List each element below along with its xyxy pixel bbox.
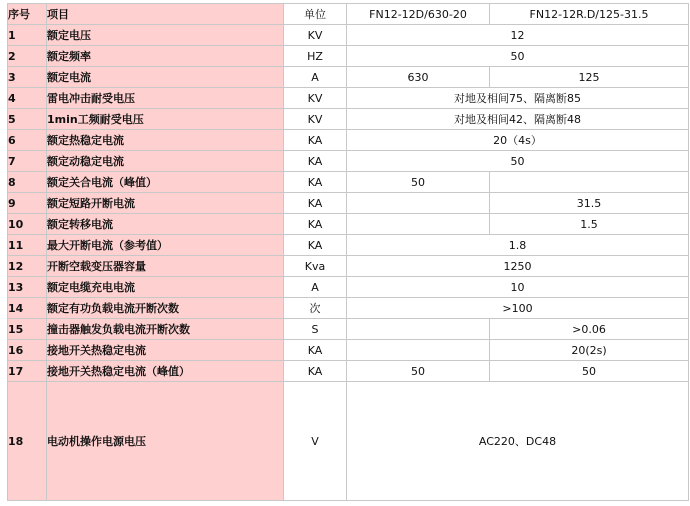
row-item: 额定动稳定电流 xyxy=(47,151,284,172)
row-item: 额定有功负载电流开断次数 xyxy=(47,298,284,319)
row-unit: A xyxy=(284,67,347,88)
header-item: 项目 xyxy=(47,4,284,25)
row-item: 开断空载变压器容量 xyxy=(47,256,284,277)
row-item: 额定转移电流 xyxy=(47,214,284,235)
row-number: 11 xyxy=(8,235,47,256)
row-value-b: 20(2s) xyxy=(490,340,689,361)
row-unit: Kva xyxy=(284,256,347,277)
row-value-b: 50 xyxy=(490,361,689,382)
row-unit: KA xyxy=(284,193,347,214)
row-item: 额定电流 xyxy=(47,67,284,88)
row-item: 额定关合电流（峰值） xyxy=(47,172,284,193)
row-number: 5 xyxy=(8,109,47,130)
row-unit: KA xyxy=(284,172,347,193)
row-item: 接地开关热稳定电流（峰值） xyxy=(47,361,284,382)
table-row xyxy=(8,172,689,193)
row-value: 1.8 xyxy=(347,235,689,256)
header-unit: 单位 xyxy=(284,4,347,25)
row-item: 接地开关热稳定电流 xyxy=(47,340,284,361)
table-row xyxy=(8,25,689,46)
table-row xyxy=(8,151,689,172)
row-value: AC220、DC48 xyxy=(347,382,689,501)
header-model-a: FN12-12D/630-20 xyxy=(347,4,490,25)
row-unit: KA xyxy=(284,130,347,151)
spec-table xyxy=(7,3,689,501)
row-unit: KV xyxy=(284,88,347,109)
row-value-a xyxy=(347,193,490,214)
row-number: 13 xyxy=(8,277,47,298)
row-item: 额定频率 xyxy=(47,46,284,67)
row-unit: S xyxy=(284,319,347,340)
row-item: 额定电缆充电电流 xyxy=(47,277,284,298)
row-item: 1min工频耐受电压 xyxy=(47,109,284,130)
row-unit: 次 xyxy=(284,298,347,319)
row-number: 3 xyxy=(8,67,47,88)
row-value-b: 125 xyxy=(490,67,689,88)
row-value: 50 xyxy=(347,46,689,67)
row-value: >100 xyxy=(347,298,689,319)
row-unit: KA xyxy=(284,214,347,235)
row-value: 1250 xyxy=(347,256,689,277)
row-unit: V xyxy=(284,382,347,501)
header-model-b: FN12-12R.D/125-31.5 xyxy=(490,4,689,25)
table-row xyxy=(8,382,689,501)
row-value-a xyxy=(347,340,490,361)
row-value: 对地及相间75、隔离断85 xyxy=(347,88,689,109)
row-value-b: 31.5 xyxy=(490,193,689,214)
row-value-a: 50 xyxy=(347,361,490,382)
row-unit: KA xyxy=(284,340,347,361)
row-value-a xyxy=(347,319,490,340)
table-row xyxy=(8,130,689,151)
table-row xyxy=(8,235,689,256)
row-value-a: 50 xyxy=(347,172,490,193)
row-unit: KA xyxy=(284,235,347,256)
table-row xyxy=(8,319,689,340)
row-value: 50 xyxy=(347,151,689,172)
row-number: 12 xyxy=(8,256,47,277)
row-unit: KA xyxy=(284,361,347,382)
row-number: 6 xyxy=(8,130,47,151)
row-unit: HZ xyxy=(284,46,347,67)
table-row xyxy=(8,214,689,235)
row-number: 18 xyxy=(8,382,47,501)
row-item: 额定短路开断电流 xyxy=(47,193,284,214)
row-number: 9 xyxy=(8,193,47,214)
table-row xyxy=(8,109,689,130)
row-item: 额定热稳定电流 xyxy=(47,130,284,151)
row-item: 雷电冲击耐受电压 xyxy=(47,88,284,109)
row-value-b: 1.5 xyxy=(490,214,689,235)
row-item: 额定电压 xyxy=(47,25,284,46)
row-number: 1 xyxy=(8,25,47,46)
table-row xyxy=(8,193,689,214)
row-number: 14 xyxy=(8,298,47,319)
row-unit: KA xyxy=(284,151,347,172)
table-row xyxy=(8,256,689,277)
row-value: 对地及相间42、隔离断48 xyxy=(347,109,689,130)
table-row xyxy=(8,46,689,67)
row-unit: A xyxy=(284,277,347,298)
table-row xyxy=(8,340,689,361)
row-number: 4 xyxy=(8,88,47,109)
row-value-b: >0.06 xyxy=(490,319,689,340)
row-number: 10 xyxy=(8,214,47,235)
row-number: 16 xyxy=(8,340,47,361)
row-item: 撞击器触发负载电流开断次数 xyxy=(47,319,284,340)
table-row xyxy=(8,277,689,298)
row-number: 2 xyxy=(8,46,47,67)
row-value-a xyxy=(347,214,490,235)
row-item: 电动机操作电源电压 xyxy=(47,382,284,501)
row-number: 8 xyxy=(8,172,47,193)
row-item: 最大开断电流（参考值） xyxy=(47,235,284,256)
table-row xyxy=(8,88,689,109)
row-value: 12 xyxy=(347,25,689,46)
row-number: 7 xyxy=(8,151,47,172)
table-row xyxy=(8,361,689,382)
row-value: 10 xyxy=(347,277,689,298)
table-row xyxy=(8,67,689,88)
row-number: 15 xyxy=(8,319,47,340)
row-value-a: 630 xyxy=(347,67,490,88)
row-unit: KV xyxy=(284,109,347,130)
table-row xyxy=(8,298,689,319)
header-no: 序号 xyxy=(8,4,47,25)
row-unit: KV xyxy=(284,25,347,46)
spec-table-body xyxy=(8,4,689,501)
row-value: 20（4s） xyxy=(347,130,689,151)
row-number: 17 xyxy=(8,361,47,382)
row-value-b xyxy=(490,172,689,193)
table-header-row xyxy=(8,4,689,25)
